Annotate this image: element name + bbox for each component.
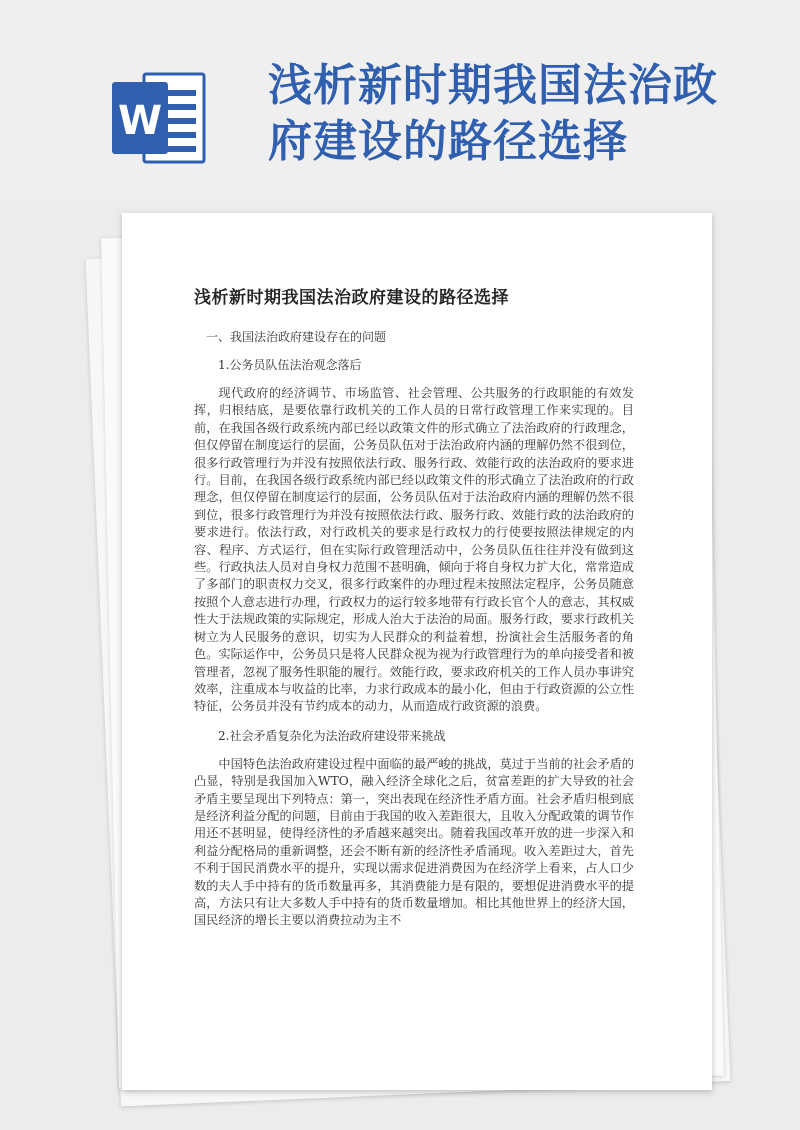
document-body [194,329,634,942]
section-heading: 一、我国法治政府建设存在的问题 [206,330,387,344]
subsection-heading-2: 2.社会矛盾复杂化为法治政府建设带来挑战 [218,728,446,743]
header-banner [0,0,800,200]
paragraph-1: 现代政府的经济调节、市场监管、社会管理、公共服务的行政职能的有效发挥，归根结底，是要依靠行政机关的工作人员的日常行政管理工作来实现的。目前，在我国各级行政系统内部已经以政策文件的形式确立了法治政府的行政理念，但仅停留在制度运行的层面，公务员队伍对于法治政府内涵的理解仍然不很到位，很多行政管理行为并没有按照依法行政、服务行政、效能行政的法治政府的要求进行。目前，在我国各级行政系统内部已经以政策文件的形式确立了法治政府的行政理念，但仅停留在制度运行的层面，公务员队伍对于法治政府内涵的理解仍然不很到位，很多行政管理行为并没有按照依法行政、服务行政、效能行政的法治政府的要求进行。依法行政，对行政机关的要求是行政权力的行使要按照法律规定的内容、程序、方式运行，但在实际行政管理活动中，公务员队伍往往并没有做到这些。行政执法人员对自身权力范围不甚明确，倾向于将自身权力扩大化，常常造成了多部门的职责权力交叉，很多行政案件的办理过程未按照法定程序，公务员随意按照个人意志进行办理，行政权力的运行较多地带有行政长官个人的意志，其权威性大于法规政策的实际规定，形成人治大于法治的局面。服务行政，要求行政机关树立为人民服务的意识，切实为人民群众的利益着想，扮演社会生活服务者的角色。实际运作中，公务员只是将人民群众视为视为行政管理行为的单向接受者和被管理者，忽视了服务性职能的履行。效能行政，要求政府机关的工作人员办事讲究效率，注重成本与收益的比率，力求行政成本的最小化，但由于行政资源的公立性特征，公务员并没有节约成本的动力，从而造成行政资源的浪费。 [194,386,634,714]
subsection-heading-1: 1.公务员队伍法治观念落后 [218,358,362,372]
document-title: 浅析新时期我国法治政府建设的路径选择 [194,288,509,308]
banner-title: 浅析新时期我国法治政府建设的路径选择 [268,60,718,167]
document-page [122,213,712,1090]
paragraph-2: 中国特色法治政府建设过程中面临的最严峻的挑战，莫过于当前的社会矛盾的凸显，特别是我国加入WTO，融入经济全球化之后，贫富差距的扩大导致的社会矛盾主要呈现出下列特点：第一，突出表现在经济性矛盾方面。社会矛盾归根到底是经济利益分配的问题，目前由于我国的收入差距很大，且收入分配政策的调节作用还不甚明显，使得经济性的矛盾越来越突出。随着我国改革开放的进一步深入和利益分配格局的重新调整，还会不断有新的经济性矛盾涌现。收入差距过大，首先不利于国民消费水平的提升，实现以需求促进消费因为在经济学上看来，占人口少数的夫人手中持有的货币数量再多，其消费能力是有限的，要想促进消费水平的提高，方法只有让大多数人手中持有的货币数量增加。相比其他世界上的经济大国，国民经济的增长主要以消费拉动为主不 [194,756,634,928]
word-doc-icon [110,68,210,168]
word-icon-letter: W [117,98,163,144]
